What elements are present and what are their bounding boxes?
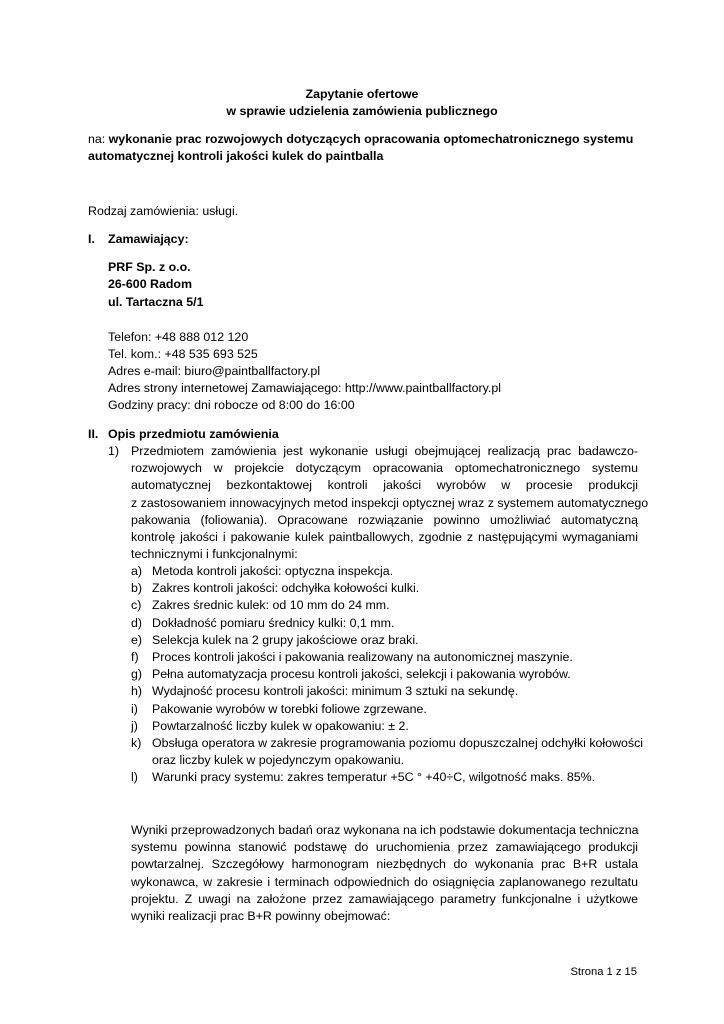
item-1-paragraph	[131, 443, 649, 563]
list-item-text: Pełna automatyzacja procesu kontroli jakości, selekcji i pakowania wyrobów.	[152, 667, 571, 682]
item-1-line: Przedmiotem zamówienia jest wykonanie usługi obejmującej realizacją prac badawczo-	[131, 444, 638, 458]
closing-line: wyniki realizacji prac B+R powinny obejmować:	[131, 909, 391, 924]
list-item-text: Powtarzalność liczby kulek w opakowaniu: ± 2.	[152, 718, 409, 733]
item-1-line: technicznymi i funkcjonalnymi:	[131, 547, 298, 562]
list-item-letter: f)	[131, 649, 139, 664]
item-1-number: 1)	[108, 444, 120, 458]
contact-website: Adres strony internetowej Zamawiającego: http://www.paintballfactory.pl	[108, 381, 502, 395]
contact-phone: Telefon: +48 888 012 120	[108, 330, 249, 344]
contact-email: Adres e-mail: biuro@paintballfactory.pl	[108, 364, 321, 378]
list-item-letter: k)	[131, 735, 142, 750]
list-item-letter: i)	[131, 701, 138, 716]
document-subtitle: w sprawie udzielenia zamówienia publicznego	[226, 104, 498, 118]
company-street: ul. Tartaczna 5/1	[108, 295, 204, 309]
contact-hours: Godziny pracy: dni robocze od 8:00 do 16:00	[108, 398, 355, 412]
section-2-number: II.	[88, 427, 99, 441]
list-item-letter: g)	[131, 667, 143, 682]
list-item-letter: l)	[131, 770, 138, 784]
list-item-text: Metoda kontroli jakości: optyczna inspekcja.	[152, 564, 394, 578]
section-1-heading: Zamawiający:	[108, 232, 189, 246]
section-1-number: I.	[88, 232, 95, 246]
item-1-line: pakowania (foliowania). Opracowane rozwiązanie powinno umożliwiać automatyczną	[131, 512, 638, 527]
item-1-line: kontrolę jakości i pakowanie kulek paintballowych, zgodnie z następującymi wymaganiami	[131, 530, 638, 545]
list-item-letter: h)	[131, 684, 143, 699]
company-postal: 26-600 Radom	[108, 277, 193, 291]
closing-line: projektu. Z uwagi na założone przez zamawiającego parametry funkcjonalne i użytkowe	[131, 891, 638, 906]
list-item-letter: c)	[131, 598, 142, 613]
contact-mobile: Tel. kom.: +48 535 693 525	[108, 347, 258, 361]
closing-paragraph	[131, 822, 638, 925]
closing-line: wykonawca, w zakresie i terminach odpowiednich do osiągnięcia zaplanowanego rezultatu	[131, 874, 638, 889]
item-1-line: z zastosowaniem innowacyjnych metod inspekcji optycznej wraz z systemem automatycznego	[131, 495, 649, 510]
item-1-line: automatycznej bezkontaktowej kontroli jakości wyrobów w procesie produkcji	[131, 478, 638, 493]
closing-line: Wyniki przeprowadzonych badań oraz wykonana na ich podstawie dokumentacja techniczna	[131, 823, 639, 837]
list-item-letter: a)	[131, 564, 143, 578]
list-item-text: Pakowanie wyrobów w torebki foliowe zgrzewane.	[152, 701, 427, 716]
page-number: Strona 1 z 15	[570, 966, 637, 978]
list-item-text: Selekcja kulek na 2 grupy jakościowe oraz braki.	[152, 632, 419, 647]
document-title: Zapytanie ofertowe	[305, 87, 419, 101]
list-item	[131, 769, 631, 786]
list-item-letter: e)	[131, 632, 143, 647]
item-1-line: rozwojowych w projekcie dotyczącym opracowania optomechatronicznego systemu	[131, 461, 638, 476]
list-item-text: Dokładność pomiaru średnicy kulki: 0,1 mm.	[152, 615, 395, 630]
list-item-text: Zakres średnic kulek: od 10 mm do 24 mm.	[152, 598, 390, 613]
list-item-text: Proces kontroli jakości i pakowania realizowany na autonomicznej maszynie.	[152, 649, 573, 664]
company-name: PRF Sp. z o.o.	[108, 260, 191, 274]
subject-prefix: na:	[88, 132, 109, 146]
section-2-heading: Opis przedmiotu zamówienia	[108, 427, 279, 441]
subject-line-1	[88, 131, 633, 148]
subject-text-1: wykonanie prac rozwojowych dotyczących opracowania optomechatronicznego systemu	[108, 132, 634, 146]
subject-line-2: automatycznej kontroli jakości kulek do paintballa	[88, 149, 384, 163]
list-item-letter: j)	[131, 718, 138, 733]
order-type: Rodzaj zamówienia: usługi.	[88, 204, 239, 218]
closing-line: systemu powinna stanowić podstawę do uruchomienia przez zamawiającego produkcji	[131, 840, 638, 855]
list-item-text: Warunki pracy systemu: zakres temperatur +5C ° +40÷C, wilgotność maks. 85%.	[152, 770, 596, 784]
list-item-continuation: oraz liczby kulek w pojedynczym opakowaniu.	[152, 753, 405, 767]
list-item-text: Obsługa operatora w zakresie programowania poziomu dopuszczalnej odchyłki kołowości	[152, 735, 644, 750]
closing-line: powtarzalnej. Szczegółowy harmonogram niezbędnych do wykonania prac B+R ustala	[131, 857, 638, 872]
list-item-letter: d)	[131, 615, 143, 630]
list-item-text: Wydajność procesu kontroli jakości: minimum 3 sztuki na sekundę.	[152, 684, 519, 699]
list-item-letter: b)	[131, 581, 143, 596]
list-item-text: Zakres kontroli jakości: odchyłka kołowości kulki.	[152, 581, 420, 596]
